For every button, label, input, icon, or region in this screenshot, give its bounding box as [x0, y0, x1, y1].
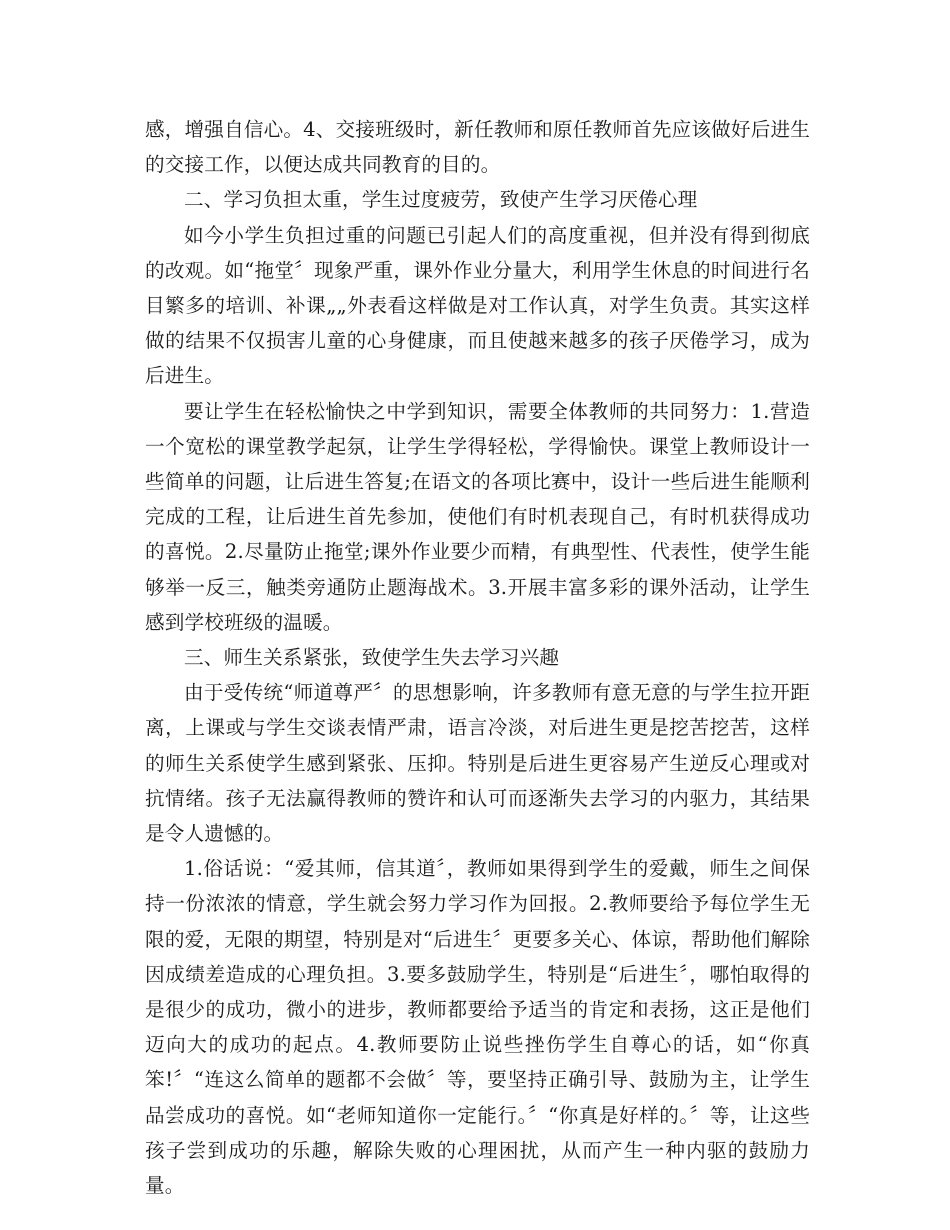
paragraph-continuation: 感，增强自信心。4、交接班级时，新任教师和原任教师首先应该做好后进生的交接工作，以便达成共同教育的目的。: [145, 118, 810, 177]
section-heading-2: 二、学习负担太重，学生过度疲劳，致使产生学习厌倦心理: [184, 188, 698, 212]
paragraph: 如今小学生负担过重的问题已引起人们的高度重视，但并没有得到彻底的改观。如“拖堂〞现象严重，课外作业分量大，利用学生休息的时间进行名目繁多的培训、补课„„外表看这样做是对工作认真，对学生负责。其实这样做的结果不仅损害儿童的心身健康，而且使越来越多的孩子厌倦学习，成为后进生。: [145, 223, 810, 388]
paragraph: 由于受传统“师道尊严〞的思想影响，许多教师有意无意的与学生拉开距离，上课或与学生交谈表情严肃，语言冷淡，对后进生更是挖苦挖苦，这样的师生关系使学生感到紧张、压抑。特别是后进生更容易产生逆反心理或对抗情绪。孩子无法赢得教师的赞许和认可而逐渐失去学习的内驱力，其结果是令人遗憾的。: [145, 681, 810, 846]
document-body: [145, 112, 810, 1203]
section-heading-3: 三、师生关系紧张，致使学生失去学习兴趣: [184, 646, 560, 670]
paragraph: 要让学生在轻松愉快之中学到知识，需要全体教师的共同努力：1.营造一个宽松的课堂教学起氛，让学生学得轻松，学得愉快。课堂上教师设计一些简单的问题，让后进生答复;在语文的各项比赛中，设计一些后进生能顺利完成的工程，让后进生首先参加，使他们有时机表现自己，有时机获得成功的喜悦。2.尽量防止拖堂;课外作业要少而精，有典型性、代表性，使学生能够举一反三，触类旁通防止题海战术。3.开展丰富多彩的课外活动，让学生感到学校班级的温暖。: [145, 399, 810, 634]
paragraph: 1.俗话说：“爱其师，信其道〞，教师如果得到学生的爱戴，师生之间保持一份浓浓的情意，学生就会努力学习作为回报。2.教师要给予每位学生无限的爱，无限的期望，特别是对“后进生〞更要多关心、体谅，帮助他们解除因成绩差造成的心理负担。3.要多鼓励学生，特别是“后进生〞，哪怕取得的是很少的成功，微小的进步，教师都要给予适当的肯定和表扬，这正是他们迈向大的成功的起点。4.教师要防止说些挫伤学生自尊心的话，如“你真笨!〞“连这么简单的题都不会做〞等，要坚持正确引导、鼓励为主，让学生品尝成功的喜悦。如“老师知道你一定能行。〞“你真是好样的。〞等，让这些孩子尝到成功的乐趣，解除失败的心理困扰，从而产生一种内驱的鼓励力量。: [145, 857, 810, 1198]
